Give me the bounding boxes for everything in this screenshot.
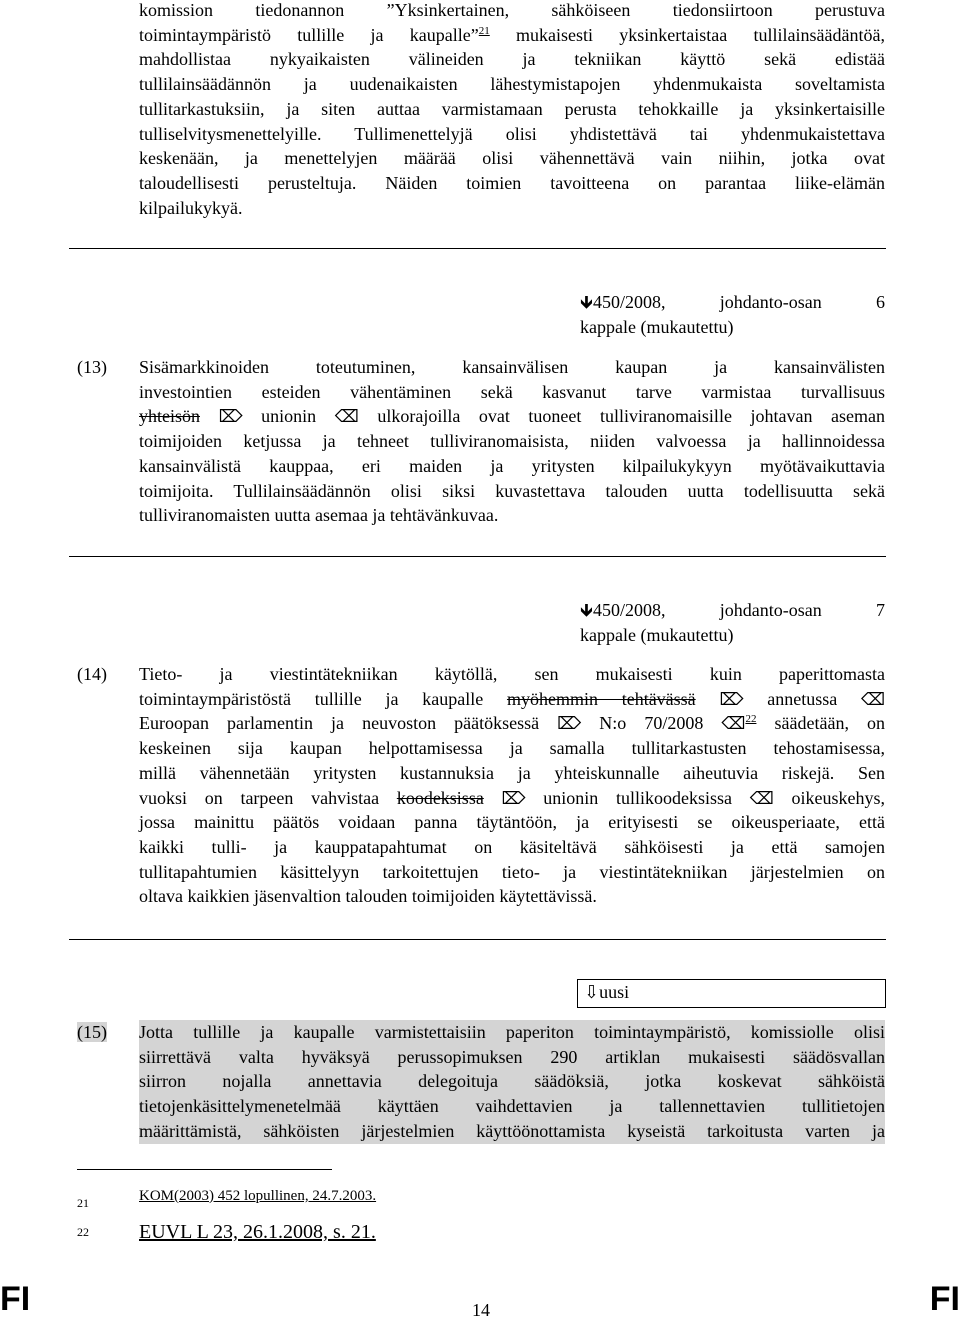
section-divider bbox=[69, 939, 886, 940]
text-line: komission tiedonannon ”Yksinkertainen, sähköiseen tiedonsiirtoon perustuva bbox=[139, 0, 885, 20]
text-line: siirrettävä valta hyväksyä perussopimuksen 290 artiklan mukaisesti säädösvallan bbox=[139, 1045, 885, 1070]
insert-start-icon: ⌦ bbox=[719, 689, 744, 710]
text-line: millä vähennetään yritysten kustannuksia ja yhteiskunnalle aiheutuvia riskejä. Sen bbox=[139, 762, 885, 783]
text-line: toimijoiden ketjussa ja tehneet tulliviranomaisista, niiden valvoessa ja hallinnoidessa bbox=[139, 431, 885, 452]
new-text-marker: ⇩uusi bbox=[577, 979, 886, 1008]
inserted-text: N:o 70/2008 bbox=[581, 713, 722, 734]
text-line: toimijoita. Tullilainsäädännön olisi siksi kuvastettava talouden uutta todellisuutta sekä bbox=[139, 480, 885, 501]
arrow-down-icon: 🡻 bbox=[580, 600, 593, 620]
deleted-text: yhteisön bbox=[139, 406, 200, 427]
text-line: jossa mainittu päätös voidaan panna täytäntöön, ja erityisesti se oikeusperiaate, että bbox=[139, 812, 885, 833]
text-line: yhteisön ⌦ unionin ⌫ ulkorajoilla ovat tuoneet tulliviranomaisille johtavan aseman bbox=[139, 406, 885, 428]
footnote-number: 21 bbox=[77, 1196, 89, 1210]
language-code-right: FI bbox=[929, 1280, 960, 1318]
text-line: tullitapahtumien käsittelyyn tarkoitettujen tieto- ja viestintätekniikan järjestelmien on bbox=[139, 861, 885, 882]
text-line: Sisämarkkinoiden toteutuminen, kansainvälisen kaupan ja kansainvälisten bbox=[139, 357, 885, 377]
text-line: Jotta tullille ja kaupalle varmistettaisiin paperiton toimintaympäristö, komissiolle olisi bbox=[139, 1020, 885, 1045]
text-line: tietojenkäsittelymenetelmää käyttäen vaihdettavien ja tallennettavien tullitietojen bbox=[139, 1094, 885, 1119]
text-line: toimintaympäristö tullille ja kaupalle”$^{21}$ mukaisesti yksinkertaistaa tullilainsäädäntöä, bbox=[139, 24, 885, 45]
hollow-arrow-down-icon: ⇩ bbox=[584, 982, 600, 1002]
text-line: mahdollistaa nykyaikaisten välineiden ja tekniikan käyttö sekä edistää bbox=[139, 49, 885, 70]
page-number: 14 bbox=[472, 1300, 490, 1320]
recital-number: (15) bbox=[77, 1022, 107, 1042]
text-line: kansainvälistä kauppaa, eri maiden ja yritysten kilpailukykyyn myötävaikuttavia bbox=[139, 455, 885, 476]
text-line: tulliselvitysmenettelyille. Tullimenettelyjä olisi yhdistettävä tai yhdenmukaistettava bbox=[139, 123, 885, 144]
text-line: tulliviranomaisten uutta asemaa ja tehtävänkuvaa. bbox=[139, 505, 499, 526]
section-divider bbox=[69, 248, 886, 249]
insert-start-icon: ⌦ bbox=[218, 407, 243, 428]
inserted-text: unionin tullikoodeksissa bbox=[525, 787, 750, 808]
footnote-ref-22[interactable]: 22 bbox=[745, 713, 757, 726]
insert-end-icon: ⌫ bbox=[721, 714, 746, 735]
source-reference: 🡻450/2008, johdanto-osan 6 kappale (mukautettu) bbox=[580, 292, 885, 337]
footnote-text: KOM(2003) 452 lopullinen, 24.7.2003. bbox=[139, 1188, 377, 1204]
recital-number: (14) bbox=[77, 664, 107, 684]
text-line: määrittämistä, sähköisten järjestelmien käyttöönottamista kyseistä tarkoitusta varten ja bbox=[139, 1119, 885, 1144]
language-code-left: FI bbox=[0, 1280, 31, 1318]
text-line: kaikki tulli- ja kauppatapahtumat on käsiteltävä sähköisesti ja että samojen bbox=[139, 836, 885, 857]
deleted-text: koodeksissa bbox=[396, 787, 484, 808]
recital-number: (13) bbox=[77, 357, 107, 377]
footnote-ref-21[interactable]: 21 bbox=[478, 24, 490, 37]
text-line: kilpailukykyä. bbox=[139, 197, 243, 218]
text-line: tullilainsäädännön ja uudenaikaisten lähestymistapojen yhdenmukaista soveltamista bbox=[139, 74, 885, 95]
arrow-down-icon: 🡻 bbox=[580, 292, 593, 312]
text-line: siirron nojalla annettavia delegoituja säädöksiä, jotka koskevat sähköistä bbox=[139, 1069, 885, 1094]
footnote-separator bbox=[77, 1169, 332, 1170]
text-line: toimintaympäristöstä tullille ja kaupalle myöhemmin tehtävässä ⌦ annetussa ⌫ bbox=[139, 688, 886, 710]
inserted-text: unionin bbox=[242, 406, 335, 427]
section-divider bbox=[69, 556, 886, 557]
text-line: investointien esteiden vähentäminen sekä kasvanut tarve varmistaa turvallisuus bbox=[139, 381, 885, 402]
text-line: keskenään, ja menettelyjen määrää olisi vähennettävä vain niihin, jotka ovat bbox=[139, 148, 885, 169]
footnote-number: 22 bbox=[77, 1225, 89, 1239]
text-line: oltava kaikkien jäsenvaltion talouden toimijoiden käytettävissä. bbox=[139, 886, 597, 907]
insert-end-icon: ⌫ bbox=[334, 407, 359, 428]
insert-start-icon: ⌦ bbox=[557, 714, 582, 735]
text-line: tullitarkastuksiin, ja siten auttaa varmistamaan perusta tehokkaille ja yksinkertaisille bbox=[139, 98, 885, 119]
deleted-text: myöhemmin tehtävässä bbox=[506, 688, 696, 709]
insert-end-icon: ⌫ bbox=[749, 788, 774, 809]
insert-start-icon: ⌦ bbox=[501, 788, 526, 809]
text-line: Euroopan parlamentin ja neuvoston päätöksessä ⌦ N:o 70/2008 ⌫$^{22}$ säädetään, on bbox=[139, 713, 885, 735]
insert-end-icon: ⌫ bbox=[860, 689, 886, 710]
text-line: vuoksi on tarpeen vahvistaa koodeksissa ⌦ unionin tullikoodeksissa ⌫ oikeuskehys, bbox=[139, 787, 885, 809]
text-line: taloudellisesti perusteltuja. Näiden toimien tavoitteena on parantaa liike-elämän bbox=[139, 172, 885, 193]
footnote-text: EUVL L 23, 26.1.2008, s. 21. bbox=[139, 1221, 376, 1243]
text-line: Tieto- ja viestintätekniikan käytöllä, sen mukaisesti kuin paperittomasta bbox=[139, 664, 885, 684]
text-line: keskeinen sija kaupan helpottamisessa ja samalla tullitarkastusten tehostamisessa, bbox=[139, 738, 885, 759]
inserted-text: annetussa bbox=[743, 688, 861, 709]
source-reference: 🡻450/2008, johdanto-osan 7 kappale (mukautettu) bbox=[580, 600, 885, 645]
